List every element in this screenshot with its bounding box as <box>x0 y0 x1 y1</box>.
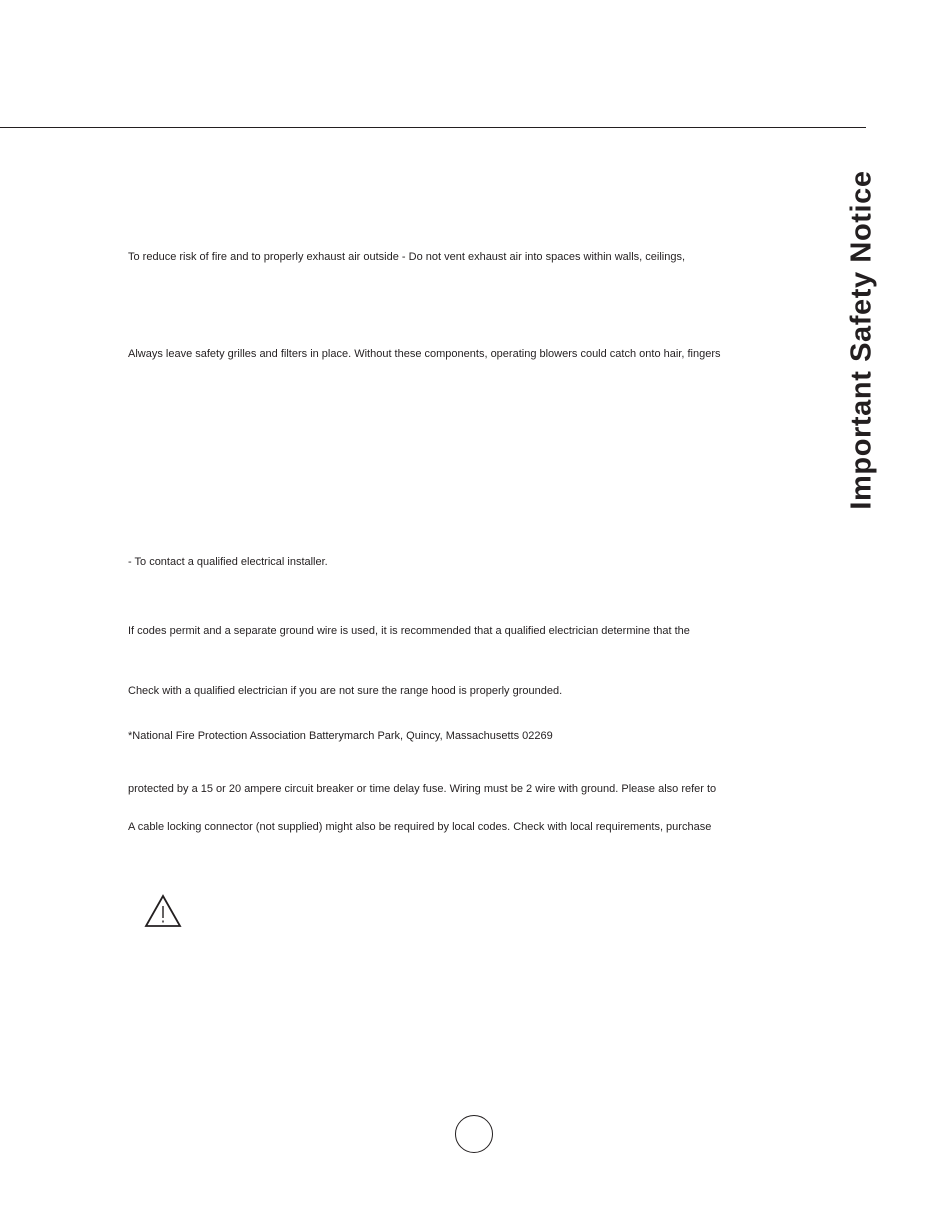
nfpa-address-text: *National Fire Protection Association Batterymarch Park, Quincy, Massachusetts 02269 <box>128 730 553 742</box>
circuit-breaker-text: protected by a 15 or 20 ampere circuit breaker or time delay fuse. Wiring must be 2 wire with ground. Please also refer to <box>128 783 717 795</box>
ground-wire-text: If codes permit and a separate ground wire is used, it is recommended that a qualified electrician determine that the <box>128 625 690 637</box>
electrical-installer-text: - To contact a qualified electrical installer. <box>128 556 328 568</box>
exhaust-warning-text: To reduce risk of fire and to properly exhaust air outside - Do not vent exhaust air into spaces within walls, ceilings, <box>128 251 685 263</box>
section-title: Important Safety Notice <box>845 170 878 510</box>
grounding-check-text: Check with a qualified electrician if you are not sure the range hood is properly grounded. <box>128 685 563 697</box>
safety-grilles-text: Always leave safety grilles and filters in place. Without these components, operating blowers could catch onto hair, fingers <box>128 348 721 360</box>
cable-connector-text: A cable locking connector (not supplied) might also be required by local codes. Check with local requirements, purchase <box>128 821 712 833</box>
page-number-circle <box>455 1115 493 1153</box>
warning-triangle-icon <box>144 894 182 928</box>
header-rule <box>0 127 866 128</box>
